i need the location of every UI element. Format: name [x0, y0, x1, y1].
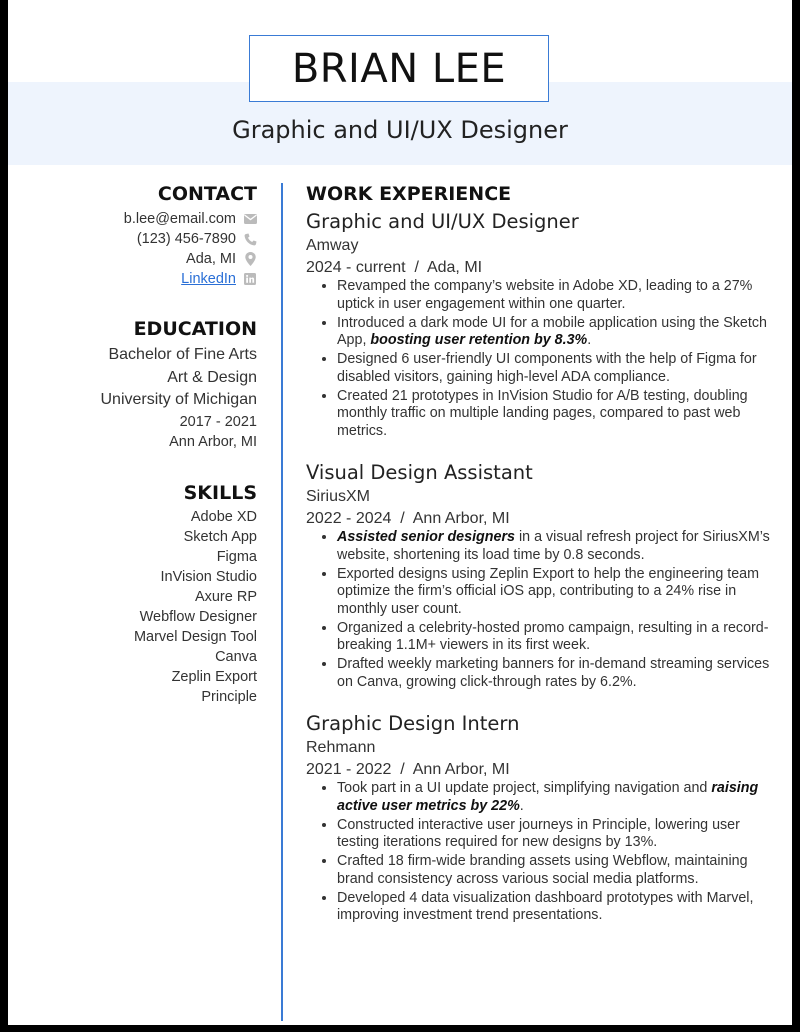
- skill-item: Figma: [216, 548, 257, 565]
- bullet-text: Drafted weekly marketing banners for in-demand streaming services on Canva, growing click-through rates by 6.2%.: [337, 656, 770, 690]
- job-dates-location: [306, 759, 776, 780]
- candidate-name: BRIAN LEE: [249, 35, 549, 102]
- job-title: Graphic Design Intern: [306, 712, 520, 735]
- contact-heading: CONTACT: [157, 183, 257, 205]
- separator: /: [391, 761, 413, 778]
- bullet-text: Revamped the company’s website in Adobe XD, leading to a 27% uptick in user engagement within one quarter.: [337, 278, 753, 312]
- job-bullets: [306, 278, 776, 440]
- job-dates-location: [306, 257, 776, 278]
- job-dates: 2024 - current: [306, 259, 406, 276]
- education-degree: Bachelor of Fine Arts: [108, 346, 257, 363]
- phone-icon: [243, 232, 257, 246]
- contact-location: [8, 249, 257, 269]
- separator: /: [405, 259, 427, 276]
- bullet-item: [337, 656, 776, 691]
- job-company: Amway: [306, 237, 359, 254]
- bullet-text: Designed 6 user-friendly UI components with the help of Figma for disabled visitors, gaining high-level ADA compliance.: [337, 351, 757, 385]
- jobs-list: [306, 209, 776, 925]
- bullet-highlight: raising active user metrics by 22%: [337, 780, 759, 814]
- job-dates-location: [306, 508, 776, 529]
- job-bullets: [306, 780, 776, 925]
- job-entry: [306, 460, 776, 691]
- linkedin-link[interactable]: LinkedIn: [181, 271, 236, 287]
- bullet-item: [337, 853, 776, 888]
- contact-email: [8, 209, 257, 229]
- bullet-text: Created 21 prototypes in InVision Studio for A/B testing, doubling monthly traffic on multiple landing pages, compared to past web metrics.: [337, 387, 748, 439]
- job-title: Graphic and UI/UX Designer: [306, 210, 579, 233]
- email-text: b.lee@email.com: [123, 211, 236, 227]
- education-location: Ann Arbor, MI: [169, 434, 257, 450]
- bullet-text: Constructed interactive user journeys in Principle, lowering user testing iterations required for new designs by 13%.: [337, 816, 740, 850]
- bullet-text: Introduced a dark mode UI for a mobile application using the Sketch App,: [337, 314, 767, 348]
- job-company: Rehmann: [306, 739, 376, 756]
- bullet-item: [337, 315, 776, 350]
- location-text: Ada, MI: [186, 251, 236, 267]
- bullet-item: [337, 566, 776, 619]
- separator: /: [391, 510, 413, 527]
- job-entry: [306, 209, 776, 440]
- bullet-item: [337, 780, 776, 815]
- bullet-text: Crafted 18 firm-wide branding assets using Webflow, maintaining brand consistency across various social media platforms.: [337, 853, 748, 887]
- education-section: [8, 318, 257, 453]
- bullet-item: [337, 890, 776, 925]
- bullet-text: Organized a celebrity-hosted promo campaign, resulting in a record-breaking 1.1M+ viewers in its first week.: [337, 619, 769, 653]
- skill-item: Axure RP: [194, 588, 257, 605]
- column-divider: [281, 183, 283, 1021]
- bullet-text-end: .: [587, 332, 592, 348]
- bullet-text: Developed 4 data visualization dashboard prototypes with Marvel, improving investment trend presentations.: [337, 889, 754, 923]
- main-content: [306, 183, 776, 926]
- education-heading: EDUCATION: [133, 318, 257, 340]
- skills-heading: SKILLS: [183, 481, 257, 504]
- resume-page: [8, 0, 792, 1025]
- linkedin-icon[interactable]: [243, 272, 257, 286]
- contact-linkedin: [8, 269, 257, 289]
- contact-phone: [8, 229, 257, 249]
- job-bullets: [306, 529, 776, 691]
- job-title: Visual Design Assistant: [306, 461, 533, 484]
- sidebar: [8, 183, 257, 707]
- job-location: Ann Arbor, MI: [412, 761, 510, 778]
- bullet-text-end: .: [519, 797, 524, 814]
- bullet-item: [337, 529, 776, 564]
- job-dates: 2021 - 2022: [306, 761, 392, 778]
- headline-title: Graphic and UI/UX Designer: [232, 116, 568, 144]
- bullet-highlight: boosting user retention by 8.3%: [370, 332, 588, 348]
- envelope-icon: [243, 212, 257, 226]
- job-company: SiriusXM: [306, 488, 371, 505]
- skills-list: [8, 507, 257, 707]
- skill-item: Marvel Design Tool: [133, 628, 257, 645]
- skill-item: Canva: [215, 648, 257, 665]
- map-pin-icon: [243, 252, 257, 266]
- bullet-item: [337, 278, 776, 313]
- bullet-text-end: in a visual refresh project for SiriusXM’s website, shortening its load time by 0.8 seconds.: [337, 529, 770, 563]
- skill-item: Principle: [201, 688, 257, 705]
- education-school: University of Michigan: [100, 391, 257, 408]
- contact-section: [8, 183, 257, 289]
- bullet-item: [337, 620, 776, 655]
- bullet-text: Exported designs using Zeplin Export to help the engineering team optimize the firm’s official iOS app, contributing to a 24% rise in monthly user count.: [337, 565, 760, 617]
- skill-item: Webflow Designer: [139, 608, 257, 625]
- skills-section: [8, 482, 257, 707]
- skill-item: Sketch App: [183, 528, 257, 545]
- job-entry: [306, 711, 776, 925]
- job-location: Ada, MI: [426, 259, 483, 276]
- job-location: Ann Arbor, MI: [412, 510, 510, 527]
- work-experience-heading: WORK EXPERIENCE: [306, 183, 512, 205]
- skill-item: Zeplin Export: [171, 668, 257, 685]
- bullet-item: [337, 351, 776, 386]
- phone-text: (123) 456-7890: [136, 231, 236, 247]
- job-dates: 2022 - 2024: [306, 510, 392, 527]
- bullet-item: [337, 817, 776, 852]
- skill-item: Adobe XD: [190, 508, 257, 525]
- bullet-highlight: Assisted senior designers: [337, 529, 515, 545]
- bullet-text: Took part in a UI update project, simplifying navigation and: [337, 780, 712, 796]
- education-years: 2017 - 2021: [179, 413, 257, 430]
- education-major: Art & Design: [167, 368, 257, 386]
- skill-item: InVision Studio: [160, 568, 257, 585]
- bullet-item: [337, 388, 776, 441]
